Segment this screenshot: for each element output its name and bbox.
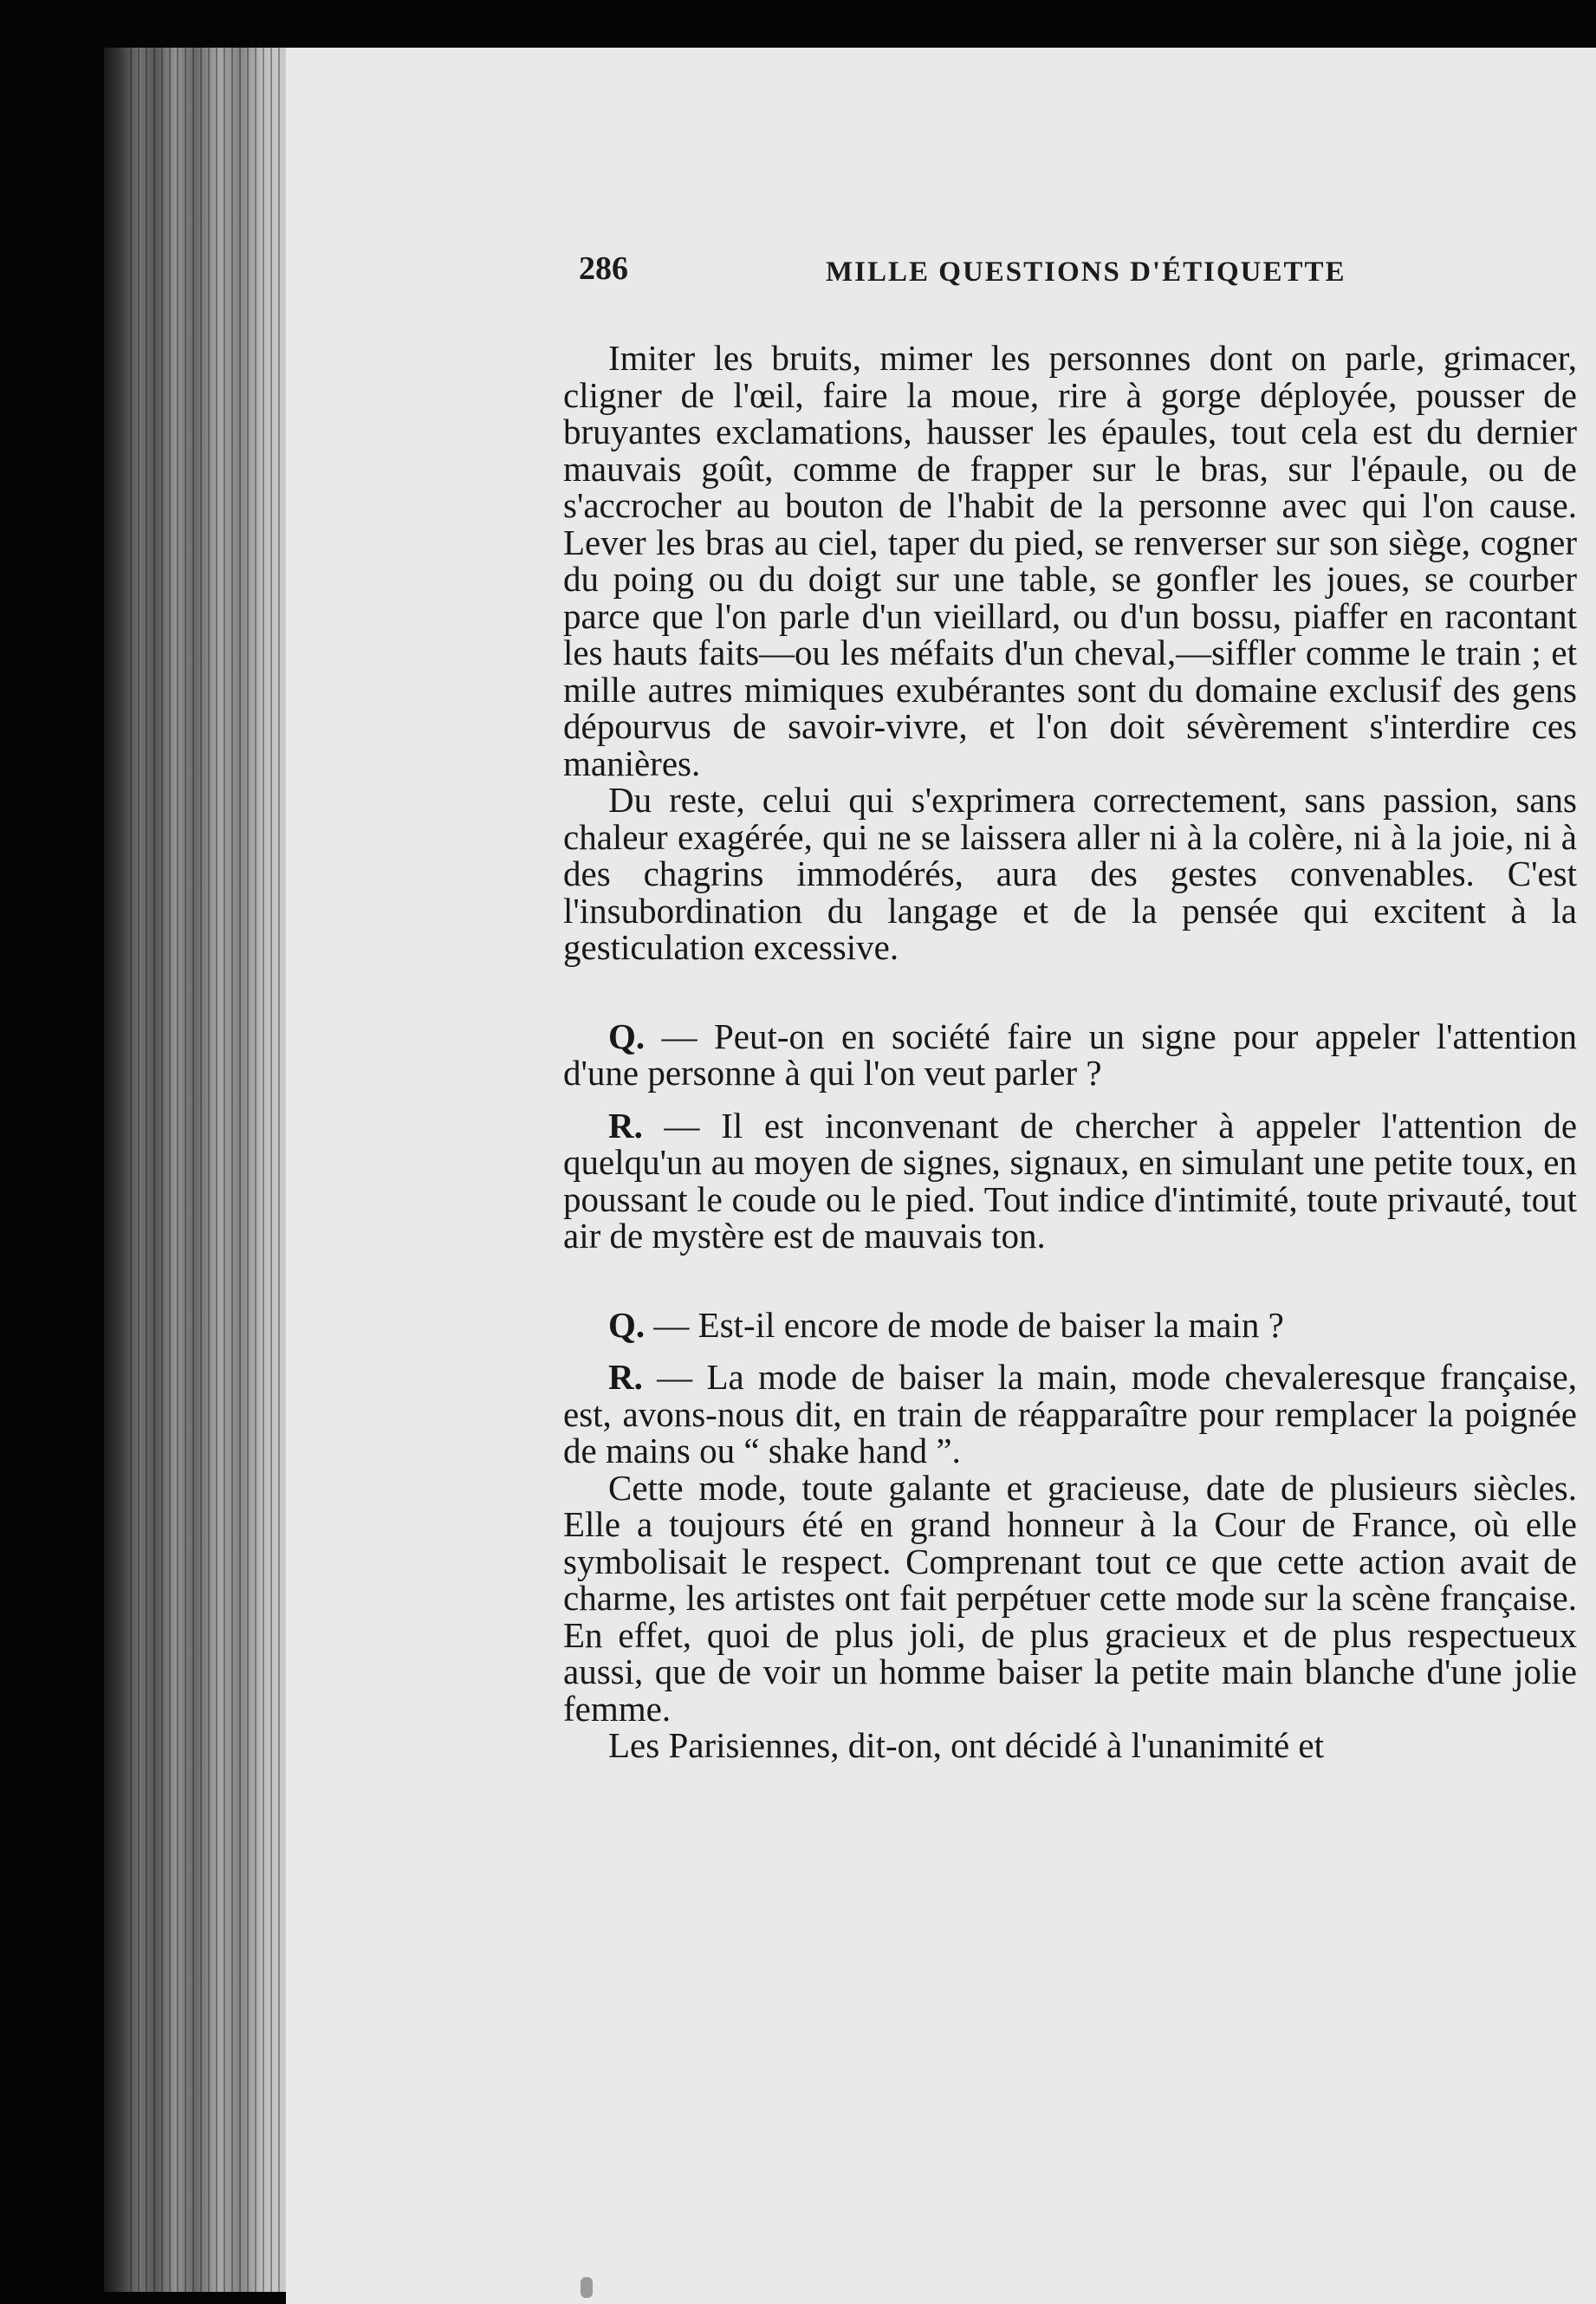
section-spacer	[563, 966, 1577, 1018]
answer-text: — La mode de baiser la main, mode chevaleresque française, est, avons-nous dit, en train de réapparaître pour remplacer la poignée de mains ou “ shake hand ”.	[563, 1357, 1577, 1470]
answer	[563, 1107, 1577, 1255]
section-spacer	[563, 1255, 1577, 1307]
paragraph: Les Parisiennes, dit-on, ont décidé à l'unanimité et	[608, 1725, 1325, 1765]
answer-marker: R.	[608, 1105, 643, 1146]
page-body	[563, 340, 1577, 1764]
page-number: 286	[579, 250, 628, 287]
paragraph: Du reste, celui qui s'exprimera correctement, sans passion, sans chaleur exagérée, qui ne se laissera aller ni à la colère, ni à la joie, ni à des chagrins immodérés, aura des gestes convenables. C'est l'insubordination du langage et de la pensée qui excitent à la gesticulation excessive.	[563, 780, 1577, 967]
running-header	[579, 250, 1593, 302]
question	[563, 1304, 1577, 1345]
page-blemish	[581, 2277, 593, 2298]
answer-marker: R.	[608, 1357, 643, 1397]
question-marker: Q.	[608, 1304, 646, 1345]
answer	[563, 1359, 1577, 1470]
question-marker: Q.	[608, 1016, 646, 1056]
question-text: — Est-il encore de mode de baiser la main ?	[653, 1304, 1284, 1345]
paragraph: Imiter les bruits, mimer les personnes dont on parle, grimacer, cligner de l'œil, faire la moue, rire à gorge déployée, pousser de bruyantes exclamations, hausser les épaules, tout cela est du dernier mauvais goût, comme de frapper sur le bras, sur l'épaule, ou de s'accrocher au bouton de l'habit de la personne avec qui l'on cause. Lever les bras au ciel, taper du pied, se renverser sur son siège, cogner du poing ou du doigt sur une table, se gonfler les joues, se courber parce que l'on parle d'un vieillard, ou d'un bossu, piaffer en racontant les hauts faits—ou les méfaits d'un cheval,—siffler comme le train ; et mille autres mimiques exubérantes sont du domaine exclusif des gens dépourvus de savoir-vivre, et l'on doit sévèrement s'interdire ces manières.	[563, 338, 1577, 783]
question	[563, 1018, 1577, 1092]
answer-text: — Il est inconvenant de chercher à appeler l'attention de quelqu'un au moyen de signes, signaux, en simulant une petite toux, en poussant le coude ou le pied. Tout indice d'intimité, toute privauté, tout air de mystère est de mauvais ton.	[563, 1105, 1578, 1256]
page-edges	[130, 48, 303, 2292]
running-title: MILLE QUESTIONS D'ÉTIQUETTE	[826, 256, 1346, 288]
question-text: — Peut-on en société faire un signe pour appeler l'attention d'une personne à qui l'on veut parler ?	[563, 1016, 1578, 1093]
paragraph: Cette mode, toute galante et gracieuse, date de plusieurs siècles. Elle a toujours été en grand honneur à la Cour de France, où elle symbolisait le respect. Comprenant tout ce que cette action avait de charme, les artistes ont fait perpétuer cette mode sur la scène française. En effet, quoi de plus joli, de plus gracieux et de plus respectueux aussi, que de voir un homme baiser la petite main blanche d'une jolie femme.	[563, 1467, 1577, 1729]
